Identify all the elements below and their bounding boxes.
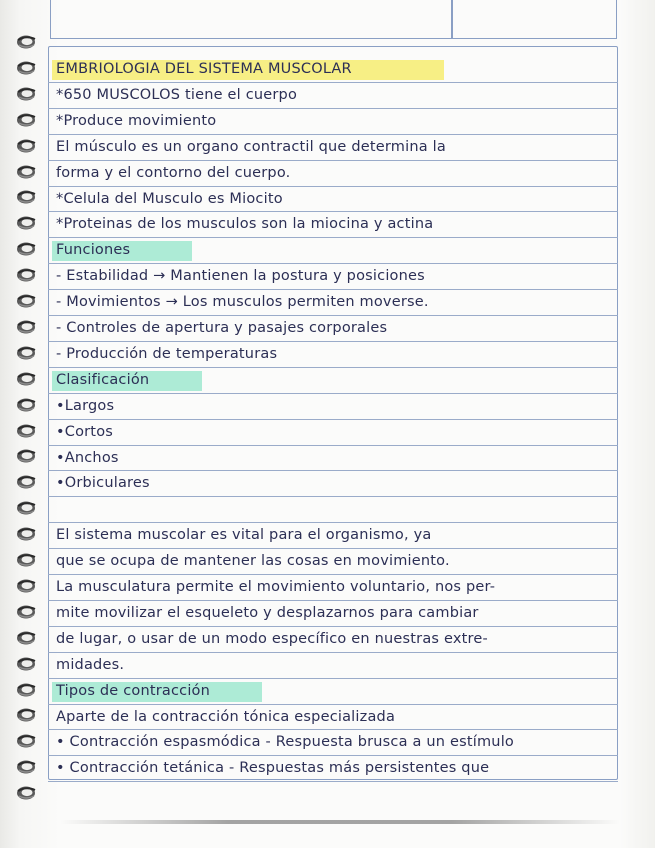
ruled-line <box>48 237 618 238</box>
ruled-line <box>48 419 618 420</box>
notes-frame <box>48 46 618 780</box>
spiral-ring <box>14 733 38 749</box>
spiral-ring <box>14 371 38 387</box>
heading-tipos: Tipos de contracción <box>56 682 211 699</box>
paragraph-line: midades. <box>56 656 125 673</box>
paragraph-line: La musculatura permite el movimiento voluntario, nos per- <box>56 579 496 595</box>
ruled-line <box>48 496 618 497</box>
ruled-line <box>48 393 618 394</box>
spiral-ring <box>14 578 38 594</box>
ruled-line <box>48 367 618 368</box>
ruled-line <box>48 678 618 679</box>
ruled-line <box>48 626 618 627</box>
ruled-line <box>48 211 618 212</box>
ruled-line <box>48 704 618 705</box>
ruled-line <box>48 781 618 782</box>
note-line: - Controles de apertura y pasajes corporales <box>56 320 388 336</box>
spiral-ring <box>14 241 38 257</box>
ruled-line <box>48 82 618 83</box>
spiral-ring <box>14 138 38 154</box>
ruled-line <box>48 445 618 446</box>
spiral-ring <box>14 189 38 205</box>
note-line: *Celula del Musculo es Miocito <box>56 190 283 207</box>
list-item: • Contracción espasmódica - Respuesta brusca a un estímulo <box>56 734 514 751</box>
ruled-line <box>48 574 618 575</box>
spiral-ring <box>14 34 38 50</box>
spiral-ring <box>14 164 38 180</box>
spiral-ring <box>14 474 38 490</box>
spiral-ring <box>14 112 38 128</box>
page-edge-shadow <box>60 820 620 824</box>
spiral-ring <box>14 86 38 102</box>
paragraph-line: mite movilizar el esqueleto y desplazarnos para cambiar <box>56 604 479 621</box>
note-line: *650 MUSCOLOS tiene el cuerpo <box>56 86 298 103</box>
paragraph-line: que se ocupa de mantener las cosas en movimiento. <box>56 553 450 570</box>
list-item: •Largos <box>56 397 115 414</box>
ruled-line <box>48 755 618 756</box>
title-line: EMBRIOLOGIA DEL SISTEMA MUSCOLAR <box>56 61 352 77</box>
spiral-ring <box>14 785 38 801</box>
spiral-ring <box>14 526 38 542</box>
list-item: •Anchos <box>56 449 119 466</box>
list-item: • Contracción tetánica - Respuestas más persistentes que <box>56 760 490 777</box>
ruled-line <box>48 315 618 316</box>
ruled-line <box>48 160 618 161</box>
previous-box-border <box>50 0 617 39</box>
paragraph-line: El sistema muscolar es vital para el organismo, ya <box>56 527 432 544</box>
spiral-ring <box>14 630 38 646</box>
spiral-ring <box>14 267 38 283</box>
ruled-line <box>48 522 618 523</box>
spiral-ring <box>14 215 38 231</box>
spiral-ring <box>14 656 38 672</box>
note-line: *Produce movimiento <box>56 112 217 129</box>
spiral-ring <box>14 397 38 413</box>
spiral-ring <box>14 448 38 464</box>
heading-clasificacion: Clasificación <box>56 371 150 388</box>
spiral-ring <box>14 707 38 723</box>
ruled-line <box>48 729 618 730</box>
ruled-line <box>48 600 618 601</box>
list-item: •Orbiculares <box>56 475 150 492</box>
spiral-ring <box>14 345 38 361</box>
note-line: Aparte de la contracción tónica especializada <box>56 708 396 725</box>
note-line: forma y el contorno del cuerpo. <box>56 164 291 181</box>
ruled-line <box>48 470 618 471</box>
spiral-ring <box>14 60 38 76</box>
ruled-line <box>48 108 618 109</box>
list-item: •Cortos <box>56 423 114 440</box>
spiral-ring <box>14 319 38 335</box>
spiral-ring <box>14 500 38 516</box>
ruled-line <box>48 186 618 187</box>
spiral-ring <box>14 759 38 775</box>
ruled-line <box>48 341 618 342</box>
ruled-line <box>48 134 618 135</box>
note-line: - Producción de temperaturas <box>56 345 278 362</box>
note-line: - Estabilidad → Mantienen la postura y posiciones <box>56 268 425 285</box>
paragraph-line: de lugar, o usar de un modo específico en nuestras extre- <box>56 630 488 647</box>
ruled-line <box>48 289 618 290</box>
spiral-ring <box>14 552 38 568</box>
spiral-ring <box>14 604 38 620</box>
ruled-line <box>48 548 618 549</box>
note-line: El músculo es un organo contractil que determina la <box>56 138 446 155</box>
ruled-line <box>48 263 618 264</box>
spiral-ring <box>14 423 38 439</box>
ruled-line <box>48 652 618 653</box>
note-line: - Movimientos → Los musculos permiten moverse. <box>56 294 429 311</box>
spiral-ring <box>14 682 38 698</box>
heading-funciones: Funciones <box>56 242 131 259</box>
note-line: *Proteinas de los musculos son la miocina y actina <box>56 216 434 233</box>
spiral-ring <box>14 293 38 309</box>
